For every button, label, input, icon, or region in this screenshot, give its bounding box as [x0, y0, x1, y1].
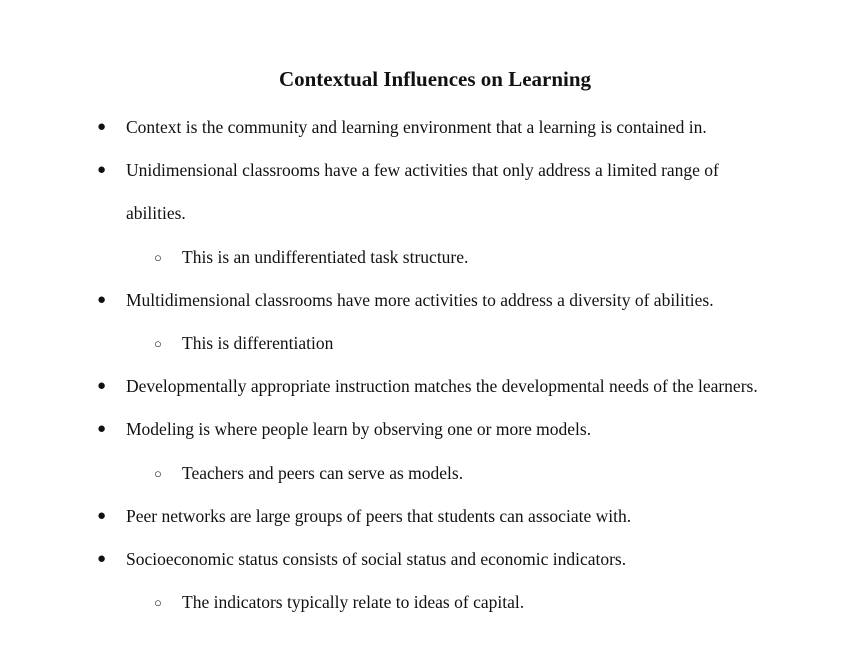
bullet-marker: ●	[97, 551, 107, 568]
bullet-marker: ●	[97, 507, 107, 524]
list-item-text: The indicators typically relate to ideas of capital.	[182, 592, 525, 613]
sub-list-item	[0, 452, 776, 495]
sub-bullet-marker: ○	[154, 249, 162, 265]
list-item-text: Developmentally appropriate instruction matches the developmental needs of the learners.	[126, 376, 758, 397]
bullet-marker: ●	[97, 421, 107, 438]
bullet-marker: ●	[97, 378, 107, 395]
sub-bullet-marker: ○	[154, 465, 162, 481]
list-item	[0, 149, 776, 235]
page-title: Contextual Influences on Learning	[278, 67, 592, 91]
list-item-text: Unidimensional classrooms have a few activities that only address a limited range of abilities.	[126, 160, 719, 224]
list-item-text: Peer networks are large groups of peers that students can associate with.	[126, 505, 632, 526]
list-item-text: Modeling is where people learn by observing one or more models.	[126, 419, 592, 440]
list-item	[0, 495, 776, 538]
list-item-text: This is differentiation	[182, 333, 334, 354]
list-item	[0, 106, 776, 149]
sub-list-item	[0, 322, 776, 365]
sub-list-item	[0, 581, 776, 624]
list-item-text: Socioeconomic status consists of social status and economic indicators.	[126, 549, 627, 570]
list-item	[0, 538, 776, 581]
list-item-text: Context is the community and learning environment that a learning is contained in.	[126, 117, 707, 137]
sub-bullet-marker: ○	[154, 336, 162, 352]
bullet-marker: ●	[97, 119, 107, 135]
list-item	[0, 408, 776, 451]
list-item-text: Teachers and peers can serve as models.	[182, 462, 464, 483]
sub-bullet-marker: ○	[154, 595, 162, 611]
bullet-list	[0, 106, 776, 624]
list-item	[0, 279, 776, 322]
list-item-text: Multidimensional classrooms have more activities to address a diversity of abilities.	[126, 289, 714, 310]
bullet-marker: ●	[97, 291, 107, 308]
list-item-text: This is an undifferentiated task structure.	[182, 246, 469, 267]
sub-list-item	[0, 236, 776, 279]
bullet-marker: ●	[97, 162, 107, 179]
list-item	[0, 365, 776, 408]
